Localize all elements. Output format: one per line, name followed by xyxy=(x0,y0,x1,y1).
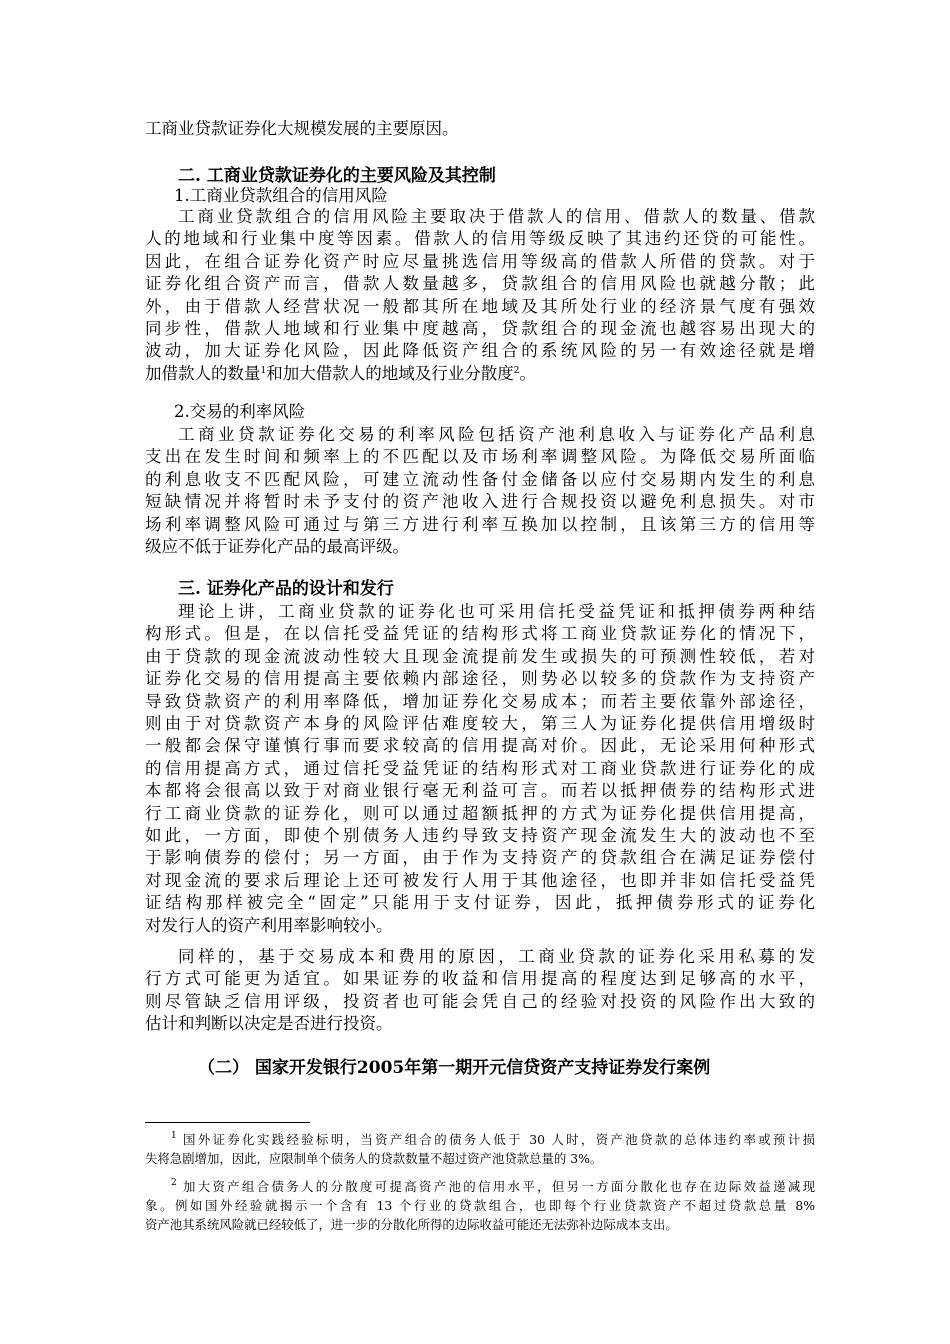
paragraph-line: 则由于对贷款资产本身的风险评估难度较大，第三人为证券化提供信用增级时 xyxy=(145,714,815,734)
paragraph-line: 则尽管缺乏信用评级，投资者也可能会凭自己的经验对投资的风险作出大致的 xyxy=(145,991,815,1011)
credit-risk-paragraph xyxy=(145,206,815,385)
line-text: 加大资产组合债务人的分散度可提高资产池的信用水平，但另一方面分散化也存在边际效益递减现 xyxy=(176,1179,815,1194)
paragraph-line: 短缺情况并将暂时未予支付的资产池收入进行合规投资以避免利息损失。对市 xyxy=(145,492,815,512)
paragraph-line: 导致贷款资产的利用率降低，增加证券化交易成本；而若主要依靠外部途径， xyxy=(145,691,815,711)
paragraph-line: 如此，一方面，即使个别债务人违约导致支持资产现金流发生大的波动也不至 xyxy=(145,826,815,846)
paragraph-line: 行工商业贷款的证券化，则可以通过超额抵押的方式为证券化提供信用提高， xyxy=(145,803,815,823)
paragraph-line xyxy=(145,363,815,385)
paragraph-line: 理论上讲，工商业贷款的证券化也可采用信托受益凭证和抵押债券两种结 xyxy=(178,602,815,621)
section-heading-2: 二. 工商业贷款证券化的主要风险及其控制 xyxy=(178,166,496,186)
design-issuance-paragraph-2 xyxy=(145,946,815,1036)
paragraph-line: 外，由于借款人经营状况一般都其所在地域及其所处行业的经济景气度有强效 xyxy=(145,296,815,316)
paragraph-line: 同样的，基于交易成本和费用的原因，工商业贷款的证券化采用私募的发 xyxy=(178,947,815,966)
paragraph-line: 工商业贷款证券化大规模发展的主要原因。 xyxy=(145,119,459,138)
paragraph-line: 证券化组合资产而言，借款人数量越多，贷款组合的信用风险也就越分散；此 xyxy=(145,274,815,294)
paragraph-line: 因此，在组合证券化资产时应尽量挑选信用等级高的借款人所借的贷款。对于 xyxy=(145,251,815,271)
design-issuance-paragraph-1 xyxy=(145,601,815,937)
paragraph-line: 级应不低于证券化产品的最高评级。 xyxy=(145,537,409,557)
paragraph-line: 行方式可能更为适宜。如果证券的收益和信用提高的程度达到足够高的水平， xyxy=(145,969,815,989)
line-text: 加借款人的数量 xyxy=(145,363,261,383)
interest-rate-risk-paragraph xyxy=(145,424,815,558)
footnote-2 xyxy=(145,1177,815,1234)
footnote-line xyxy=(145,1177,815,1196)
footnote-separator xyxy=(145,1122,310,1123)
paragraph-line: 的利息收支不匹配风险，可建立流动性备付金储备以应付交易期内发生的利息 xyxy=(145,469,815,489)
paragraph-line: 一般都会保守谨慎行事而要求较高的信用提高对价。因此，无论采用何种形式 xyxy=(145,736,815,756)
paragraph-line: 估计和判断以决定是否进行投资。 xyxy=(145,1014,393,1034)
footnote-1 xyxy=(145,1130,815,1168)
paragraph-line: 场利率调整风险可通过与第三方进行利率互换加以控制，且该第三方的信用等 xyxy=(145,514,815,534)
section-heading-3: 三. 证券化产品的设计和发行 xyxy=(178,579,394,599)
subsection-title-credit-risk: 1.工商业贷款组合的信用风险 xyxy=(174,186,388,205)
paragraph-line: 波动，加大证券化风险，因此降低资产组合的系统风险的另一有效途径就是增 xyxy=(145,341,815,361)
footnote-mark: 1 xyxy=(171,1131,177,1141)
footnote-ref-1[interactable]: 1 xyxy=(260,365,267,376)
footnote-ref-2[interactable]: 2 xyxy=(513,365,520,376)
footnote-mark: 2 xyxy=(171,1178,177,1188)
paragraph-line: 证券化交易的信用提高主要依赖内部途径，则势必以较多的贷款作为支持资产 xyxy=(145,669,815,689)
paragraph-line: 于影响债券的偿付；另一方面，由于作为支持资产的贷款组合在满足证券偿付 xyxy=(145,848,815,868)
footnote-line: 象。例如国外经验就揭示一个含有 13 个行业的贷款组合，也即每个行业贷款资产不超过贷款总量 8% xyxy=(145,1198,815,1213)
paragraph-line: 本都将会很高以致于对商业银行毫无利益可言。而若以抵押债券的结构形式进 xyxy=(145,781,815,801)
paragraph-line: 工商业贷款证券化交易的利率风险包括资产池利息收入与证券化产品利息 xyxy=(178,425,815,444)
paragraph-line: 由于贷款的现金流波动性较大且现金流提前发生或损失的可预测性较低，若对 xyxy=(145,646,815,666)
intro-paragraph xyxy=(145,118,815,140)
paragraph-line: 工商业贷款组合的信用风险主要取决于借款人的信用、借款人的数量、借款 xyxy=(178,207,815,226)
line-text: 国外证券化实践经验标明，当资产组合的债务人低于 30 人时，资产池贷款的总体违约率或预计损 xyxy=(176,1132,815,1147)
footnote-line: 失将急剧增加，因此，应限制单个债务人的贷款数量不超过资产池贷款总量的 3%。 xyxy=(145,1151,603,1166)
paragraph-line: 对发行人的资产利用率影响较小。 xyxy=(145,915,393,935)
paragraph-line: 对现金流的要求后理论上还可被发行人用于其他途径，也即并非如信托受益凭 xyxy=(145,870,815,890)
paragraph-line: 的信用提高方式，通过信托受益凭证的结构形式对工商业贷款进行证券化的成 xyxy=(145,758,815,778)
line-text: 。 xyxy=(519,363,536,383)
paragraph-line: 证结构那样被完全“固定”只能用于支付证券，因此，抵押债券形式的证券化 xyxy=(145,893,815,913)
paragraph-line: 同步性，借款人地域和行业集中度越高，贷款组合的现金流也越容易出现大的 xyxy=(145,319,815,339)
case-heading: （二） 国家开发银行2005年第一期开元信贷资产支持证券发行案例 xyxy=(198,1058,711,1078)
paragraph-line: 支出在发生时间和频率上的不匹配以及市场利率调整风险。为降低交易所面临 xyxy=(145,447,815,467)
footnote-line xyxy=(145,1130,815,1149)
subsection-title-interest-rate-risk: 2.交易的利率风险 xyxy=(174,402,306,421)
footnote-line: 资产池其系统风险就已经较低了，进一步的分散化所得的边际收益可能还无法弥补边际成本支出。 xyxy=(145,1217,678,1232)
paragraph-line: 人的地域和行业集中度等因素。借款人的信用等级反映了其违约还贷的可能性。 xyxy=(145,229,815,249)
paragraph-line: 构形式。但是，在以信托受益凭证的结构形式将工商业贷款证券化的情况下， xyxy=(145,624,815,644)
line-text: 和加大借款人的地域及行业分散度 xyxy=(266,363,514,383)
